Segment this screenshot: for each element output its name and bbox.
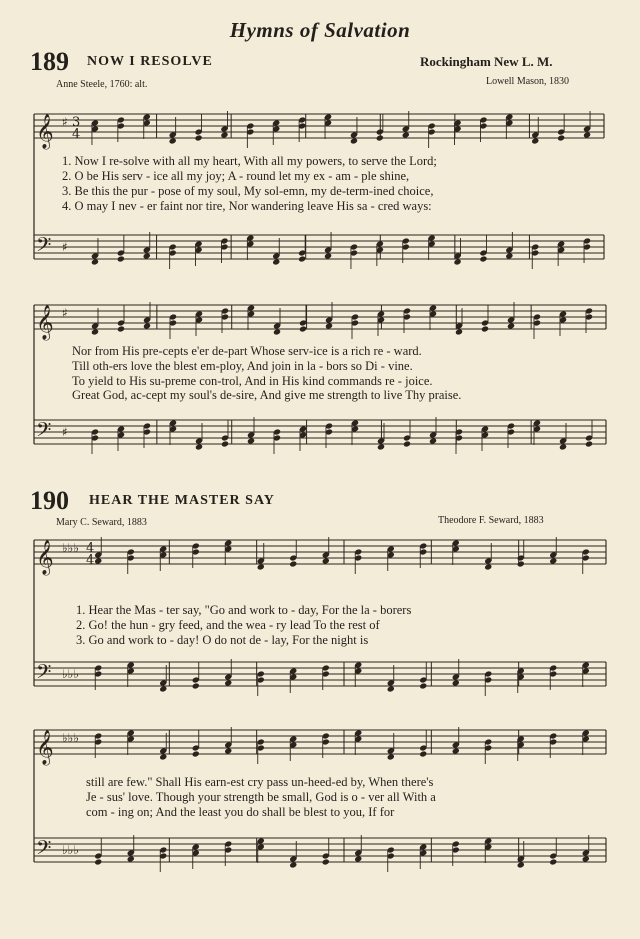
hymn-189-system-2-treble-notehead: [143, 322, 151, 329]
hymn-190-system-2-bass-notehead: [517, 861, 525, 868]
hymn-190-system-2-bass-notehead: [582, 855, 590, 862]
hymn-190-system-2-key-signature: ♭♭♭: [62, 843, 79, 857]
hymn-189-time-signature: 4: [72, 127, 81, 142]
hymn-189-system-2-bass-notehead: [403, 440, 411, 447]
hymn-189-system-2-treble-clef: 𝄞: [36, 305, 54, 340]
hymn-189-system-1-bass-notehead: [454, 258, 462, 265]
hymn-190-s2-verse-3: com - ing on; And the least you do shall be blest to you, If for: [86, 805, 395, 819]
hymn-190-system-2-treble-notehead: [159, 753, 167, 760]
hymn-189-s2-verse-3: To yield to His su-preme con-trol, And in His kind commands re - joice.: [72, 374, 433, 388]
hymn-190-system-1-treble-clef: 𝄞: [36, 540, 54, 575]
hymn-189-s1-verse-2: 2. O be His serv - ice all my joy; A - round let my ex - am - ple shine,: [62, 169, 410, 183]
hymn-190-system-2-bass-notehead: [322, 858, 330, 865]
hymn-190-system-1-key-signature: ♭♭♭: [62, 541, 79, 555]
hymn-189-system-2-bass-clef: 𝄢: [36, 418, 52, 446]
hymn-189-system-2-bass-notehead: [585, 440, 593, 447]
hymn-190-system-1-treble-notehead: [289, 560, 297, 567]
hymn-190-system-2-treble-notehead: [224, 747, 232, 754]
hymn-189-system-1-bass-notehead: [91, 258, 99, 265]
hymn-189-system-1-treble-clef: 𝄞: [36, 114, 54, 149]
hymn-190-system-1-key-signature: ♭♭♭: [62, 667, 79, 681]
hymn-189-system-1-bass-notehead: [272, 258, 280, 265]
hymn-189-system-2-treble-notehead: [507, 322, 515, 329]
hymn-189-system-2-bass-notehead: [429, 437, 437, 444]
hymn-190-system-2-bass-notehead: [354, 855, 362, 862]
hymn-189-system-1-bass-notehead: [298, 255, 306, 262]
hymn-190-s2-verse-1: still are few." Shall His earn-est cry pass un-heed-ed by, When there's: [86, 775, 434, 789]
hymn-190-s1-verse-2: 2. Go! the hun - gry feed, and the wea - ry lead To the rest of: [76, 618, 380, 632]
hymn-189-system-1-bass-notehead: [143, 252, 151, 259]
hymn-189-system-2-treble-notehead: [91, 328, 99, 335]
hymn-190-system-2-treble-notehead: [419, 750, 427, 757]
hymn-189-s2-verse-1: Nor from His pre-cepts e'er de-part Whose serv-ice is a rich re - ward.: [72, 344, 422, 358]
hymn-189-music-credit: Lowell Mason, 1830: [486, 76, 570, 87]
hymn-189-system-1-key-signature: ♯: [62, 115, 68, 129]
hymn-190-system-1-treble-notehead: [322, 557, 330, 564]
hymn-190-system-2-bass-notehead: [94, 858, 102, 865]
hymn-189-system-1-key-signature: ♯: [62, 240, 68, 254]
hymn-189-system-2-key-signature: ♯: [62, 306, 68, 320]
hymn-189-system-1-treble-notehead: [169, 137, 177, 144]
hymn-190-system-2-bass-notehead: [289, 861, 297, 868]
hymn-190-system-1-bass-clef: 𝄢: [36, 660, 52, 688]
hymn-189-system-1-treble-notehead: [557, 134, 565, 141]
hymn-189-system-2-bass-notehead: [377, 443, 385, 450]
hymn-189-system-1-bass-clef: 𝄢: [36, 233, 52, 261]
hymn-189-system-1-bass-notehead: [117, 255, 125, 262]
hymn-189-system-2-treble-notehead: [273, 328, 281, 335]
hymn-189-system-2-bass-notehead: [195, 443, 203, 450]
hymn-190-system-1-bass-notehead: [192, 682, 200, 689]
page-header: Hymns of Salvation: [229, 18, 411, 42]
hymn-190-system-2-treble-notehead: [387, 753, 395, 760]
hymn-189-system-1-treble-notehead: [531, 137, 539, 144]
hymn-190-s2-verse-2: Je - sus' love. Though your strength be small, God is o - ver all With a: [86, 790, 436, 804]
hymn-190-system-1-bass-notehead: [419, 682, 427, 689]
hymn-189-system-2-bass-notehead: [247, 437, 255, 444]
hymn-189-number: 189: [30, 47, 69, 76]
hymn-189-s1-verse-1: 1. Now I re-solve with all my heart, With all my powers, to serve the Lord;: [62, 154, 437, 168]
hymn-189-title: NOW I RESOLVE: [87, 54, 213, 69]
hymn-189-system-1-treble-notehead: [195, 134, 203, 141]
hymn-189-s1-verse-3: 3. Be this the pur - pose of my soul, My sol-emn, my de-term-ined choice,: [62, 184, 434, 198]
hymn-189-system-1-bass-notehead: [324, 252, 332, 259]
hymn-189-system-1-treble-notehead: [220, 131, 228, 138]
hymn-189-system-2-treble-notehead: [455, 328, 463, 335]
hymn-190-system-2-treble-notehead: [192, 750, 200, 757]
hymn-190-music-credit: Theodore F. Seward, 1883: [438, 515, 544, 526]
hymn-190-system-1-bass-notehead: [224, 679, 232, 686]
hymn-190-s1-verse-3: 3. Go and work to - day! O do not de - lay, For the night is: [76, 633, 369, 647]
hymn-190-system-1-treble-notehead: [257, 563, 265, 570]
hymn-189-words-credit: Anne Steele, 1760: alt.: [56, 79, 148, 90]
hymn-190-system-2-bass-notehead: [549, 858, 557, 865]
hymn-190-system-1-bass-notehead: [387, 685, 395, 692]
hymn-189-system-1-treble-notehead: [583, 131, 591, 138]
hymn-189-system-2-bass-notehead: [559, 443, 567, 450]
hymn-189-system-2-key-signature: ♯: [62, 425, 68, 439]
hymn-190-system-1-treble-notehead: [94, 557, 102, 564]
hymn-190-system-2-treble-clef: 𝄞: [36, 730, 54, 765]
hymn-189-system-2-bass-notehead: [221, 440, 229, 447]
hymn-189-system-1-treble-notehead: [402, 131, 410, 138]
hymn-189-system-2-treble-notehead: [117, 325, 125, 332]
hymn-189-tune: Rockingham New L. M.: [420, 54, 553, 69]
hymn-190-system-1-treble-notehead: [517, 560, 525, 567]
hymn-190-number: 190: [30, 486, 69, 515]
hymn-190-title: HEAR THE MASTER SAY: [89, 493, 275, 508]
hymn-190-system-2-bass-clef: 𝄢: [36, 836, 52, 864]
hymn-189-s2-verse-4: Great God, ac-cept my soul's de-sire, And give me strength to live Thy praise.: [72, 388, 462, 402]
hymn-189-system-2-treble-notehead: [481, 325, 489, 332]
hymn-190-system-1-treble-notehead: [484, 563, 492, 570]
hymn-190-time-signature: 4: [86, 553, 95, 568]
hymn-189-system-1-treble-notehead: [376, 134, 384, 141]
hymn-190-words-credit: Mary C. Seward, 1883: [56, 517, 147, 528]
hymn-190-system-2-key-signature: ♭♭♭: [62, 731, 79, 745]
hymn-189-s1-verse-4: 4. O may I nev - er faint nor tire, Nor wandering leave His sa - cred ways:: [62, 199, 432, 213]
hymn-190-system-2-treble-notehead: [452, 747, 460, 754]
hymn-189-system-1-bass-notehead: [479, 255, 487, 262]
hymn-189-system-1-treble-notehead: [350, 137, 358, 144]
hymn-190-time-signature: 4: [86, 541, 95, 556]
hymn-190-system-1-treble-notehead: [549, 557, 557, 564]
hymn-189-s2-verse-2: Till oth-ers love the blest em-ploy, And join in la - bors so Di - vine.: [72, 359, 413, 373]
hymn-189-system-2-treble-notehead: [299, 325, 307, 332]
hymn-190-system-1-bass-notehead: [452, 679, 460, 686]
hymn-189-system-2-treble-notehead: [325, 322, 333, 329]
hymn-190-s1-verse-1: 1. Hear the Mas - ter say, "Go and work to - day, For the la - borers: [76, 603, 412, 617]
hymn-189-system-1-bass-notehead: [505, 252, 513, 259]
hymn-189-time-signature: 3: [72, 115, 81, 130]
hymn-190-system-2-bass-notehead: [127, 855, 135, 862]
hymn-190-system-1-bass-notehead: [159, 685, 167, 692]
